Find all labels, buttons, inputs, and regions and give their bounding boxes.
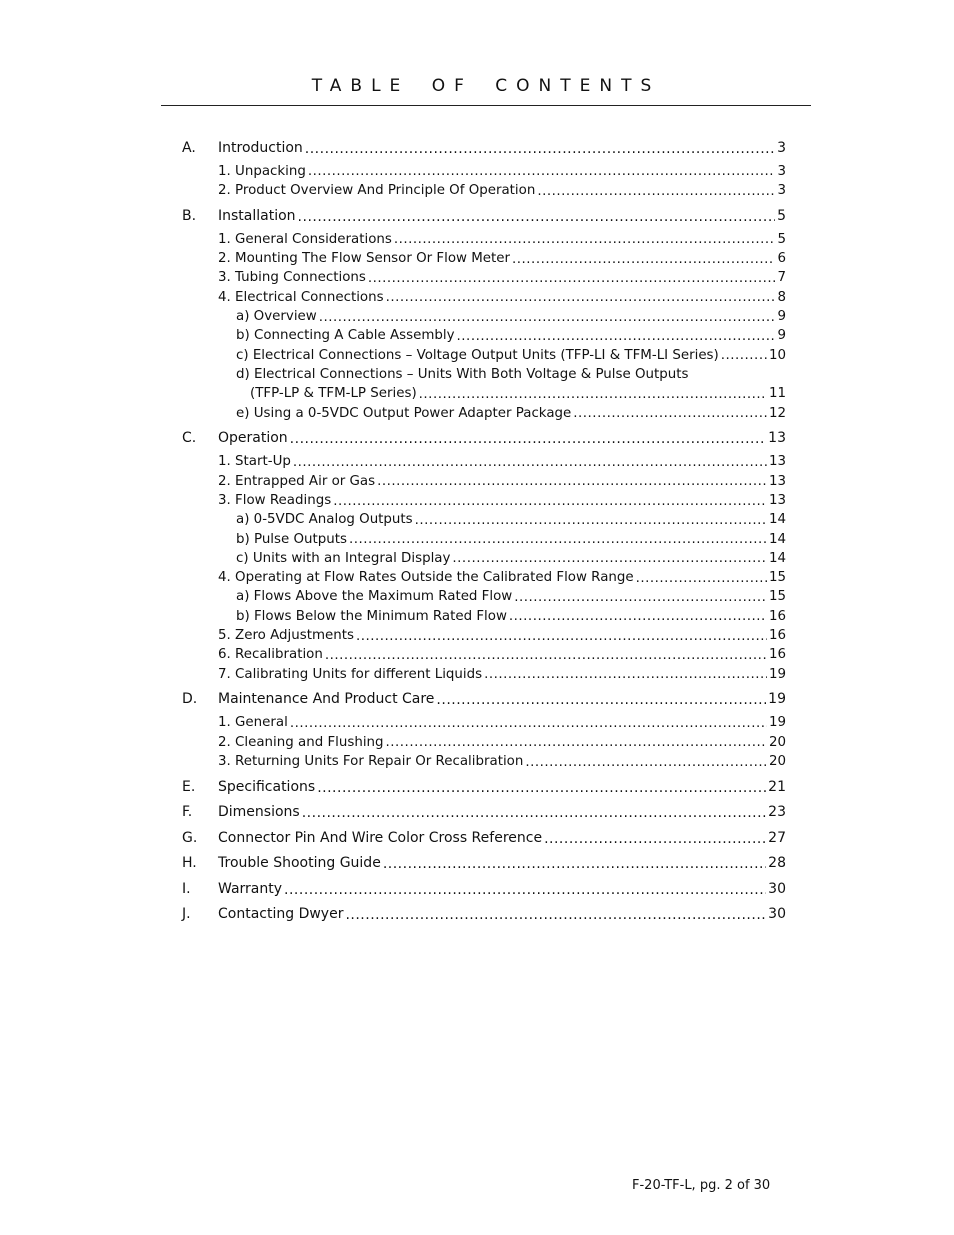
entry-label: e) Using a 0-5VDC Output Power Adapter Package — [236, 405, 572, 421]
entry-label: 2. Product Overview And Principle Of Operation — [218, 183, 536, 199]
section-letter: E. — [182, 778, 196, 795]
dot-leader — [368, 272, 776, 285]
entry-label: d) Electrical Connections – Units With Both Voltage & Pulse Outputs — [236, 366, 689, 382]
dot-leader — [452, 552, 767, 565]
page-number: 6 — [777, 251, 786, 267]
page-number: 19 — [768, 666, 786, 682]
dot-leader — [415, 514, 767, 527]
toc-section-entry[interactable] — [182, 824, 786, 846]
dot-leader — [512, 253, 775, 266]
entry-label: (TFP-LP & TFM-LP Series) — [250, 386, 417, 402]
page-number: 14 — [768, 512, 786, 528]
section-letter: J. — [182, 906, 191, 923]
page-number: 11 — [768, 386, 786, 402]
table-of-contents — [182, 130, 786, 922]
entry-label: Trouble Shooting Guide — [218, 855, 381, 872]
toc-subsection-entry[interactable] — [182, 247, 786, 266]
toc-subsection-entry[interactable] — [182, 566, 786, 585]
entry-label: Specifications — [218, 778, 316, 795]
dot-leader — [383, 857, 766, 871]
dot-leader — [721, 349, 767, 362]
entry-label: c) Units with an Integral Display — [236, 550, 451, 566]
entry-label: 7. Calibrating Units for different Liquids — [218, 666, 483, 682]
entry-label: Operation — [218, 430, 288, 447]
toc-section-entry[interactable] — [182, 202, 786, 224]
page-number: 9 — [777, 328, 786, 344]
toc-section-entry[interactable] — [182, 849, 786, 871]
page-number: 13 — [768, 454, 786, 470]
toc-subsection-entry[interactable] — [182, 266, 786, 285]
toc-subsection-entry[interactable] — [182, 305, 786, 324]
page-number: 21 — [768, 778, 786, 795]
dot-leader — [305, 142, 775, 156]
toc-subsection-entry[interactable] — [182, 285, 786, 304]
toc-subsection-entry[interactable] — [182, 363, 786, 382]
section-letter: B. — [182, 207, 197, 224]
page-number: 14 — [768, 531, 786, 547]
dot-leader — [345, 908, 766, 922]
entry-label: Introduction — [218, 139, 303, 156]
dot-leader — [349, 533, 767, 546]
entry-label: Warranty — [218, 880, 283, 897]
dot-leader — [377, 475, 767, 488]
dot-leader — [514, 591, 767, 604]
toc-section-entry[interactable] — [182, 900, 786, 922]
page-number: 3 — [777, 139, 786, 156]
dot-leader — [386, 736, 767, 749]
page-number: 19 — [768, 715, 786, 731]
toc-subsection-entry[interactable] — [182, 547, 786, 566]
entry-label: 5. Zero Adjustments — [218, 628, 354, 644]
page-footer: F-20-TF-L, pg. 2 of 30 — [632, 1178, 771, 1193]
entry-label: Installation — [218, 207, 296, 224]
entry-label: Connector Pin And Wire Color Cross Reference — [218, 829, 543, 846]
toc-subsection-entry[interactable] — [182, 585, 786, 604]
toc-subsection-entry[interactable] — [182, 604, 786, 623]
page-number: 5 — [777, 207, 786, 224]
page-number: 30 — [768, 906, 786, 923]
entry-label: 4. Operating at Flow Rates Outside the Calibrated Flow Range — [218, 570, 634, 586]
page-number: 15 — [768, 570, 786, 586]
dot-leader — [457, 330, 776, 343]
entry-label: 2. Mounting The Flow Sensor Or Flow Meter — [218, 251, 511, 267]
page-number: 7 — [777, 270, 786, 286]
section-letter: C. — [182, 430, 197, 447]
entry-label: 1. General — [218, 715, 288, 731]
page-number: 9 — [777, 309, 786, 325]
toc-section-entry[interactable] — [182, 773, 786, 795]
entry-label: a) Flows Above the Maximum Rated Flow — [236, 589, 513, 605]
entry-label: a) 0-5VDC Analog Outputs — [236, 512, 413, 528]
entry-label: b) Connecting A Cable Assembly — [236, 328, 455, 344]
entry-label: Dimensions — [218, 804, 300, 821]
dot-leader — [284, 883, 766, 897]
dot-leader — [302, 806, 766, 820]
dot-leader — [290, 432, 767, 446]
dot-leader — [317, 781, 766, 795]
page-number: 3 — [777, 183, 786, 199]
entry-label: 6. Recalibration — [218, 647, 323, 663]
toc-subsection-entry[interactable] — [182, 228, 786, 247]
dot-leader — [537, 185, 775, 198]
entry-label: 1. Unpacking — [218, 163, 306, 179]
entry-label: Contacting Dwyer — [218, 906, 344, 923]
page-number: 16 — [768, 647, 786, 663]
page-number: 10 — [768, 347, 786, 363]
page-number: 14 — [768, 550, 786, 566]
toc-section-entry[interactable] — [182, 424, 786, 446]
dot-leader — [484, 668, 767, 681]
page-number: 15 — [768, 589, 786, 605]
toc-subsection-entry[interactable] — [182, 662, 786, 681]
page-number: 8 — [777, 289, 786, 305]
page-number: 12 — [768, 405, 786, 421]
dot-leader — [333, 495, 767, 508]
page-title: TABLE OF CONTENTS — [311, 76, 661, 96]
page-number: 16 — [768, 628, 786, 644]
page-number: 27 — [768, 829, 786, 846]
toc-subsection-entry[interactable] — [182, 624, 786, 643]
toc-subsection-entry[interactable] — [182, 711, 786, 730]
dot-leader — [436, 693, 766, 707]
section-letter: I. — [182, 880, 191, 897]
dot-leader — [298, 210, 776, 224]
page-number: 16 — [768, 608, 786, 624]
dot-leader — [325, 649, 767, 662]
entry-label: b) Pulse Outputs — [236, 531, 347, 547]
dot-leader — [394, 233, 776, 246]
entry-label: 1. Start-Up — [218, 454, 291, 470]
toc-subsection-entry[interactable] — [182, 730, 786, 749]
page-number: 23 — [768, 804, 786, 821]
dot-leader — [290, 717, 767, 730]
entry-label: 3. Tubing Connections — [218, 270, 366, 286]
entry-label: 2. Entrapped Air or Gas — [218, 473, 376, 489]
page-number: 13 — [768, 430, 786, 447]
page-number: 5 — [777, 231, 786, 247]
dot-leader — [544, 832, 766, 846]
toc-subsection-entry[interactable] — [182, 469, 786, 488]
entry-label: Maintenance And Product Care — [218, 691, 435, 708]
toc-subsection-entry[interactable] — [182, 324, 786, 343]
toc-subsection-entry[interactable] — [182, 450, 786, 469]
entry-label: a) Overview — [236, 309, 317, 325]
toc-subsection-entry[interactable] — [182, 343, 786, 362]
entry-label: 4. Electrical Connections — [218, 289, 384, 305]
title-divider — [161, 105, 811, 106]
section-letter: G. — [182, 829, 198, 846]
toc-subsection-entry[interactable] — [182, 527, 786, 546]
toc-section-entry[interactable] — [182, 875, 786, 897]
section-letter: H. — [182, 855, 197, 872]
dot-leader — [525, 756, 767, 769]
toc-subsection-entry[interactable] — [182, 382, 786, 401]
dot-leader — [509, 610, 767, 623]
page-number: 28 — [768, 855, 786, 872]
dot-leader — [319, 311, 776, 324]
page-number: 13 — [768, 473, 786, 489]
entry-label: 2. Cleaning and Flushing — [218, 734, 384, 750]
toc-section-entry[interactable] — [182, 134, 786, 156]
toc-subsection-entry[interactable] — [182, 489, 786, 508]
page-number: 19 — [768, 691, 786, 708]
dot-leader — [356, 630, 767, 643]
section-letter: A. — [182, 139, 196, 156]
toc-subsection-entry[interactable] — [182, 508, 786, 527]
toc-section-entry[interactable] — [182, 685, 786, 707]
page-number: 20 — [768, 734, 786, 750]
section-letter: D. — [182, 691, 198, 708]
entry-label: 3. Flow Readings — [218, 492, 332, 508]
toc-subsection-entry[interactable] — [182, 179, 786, 198]
page-number: 3 — [777, 163, 786, 179]
dot-leader — [636, 572, 767, 585]
toc-section-entry[interactable] — [182, 798, 786, 820]
entry-label: c) Electrical Connections – Voltage Output Units (TFP-LI & TFM-LI Series) — [236, 347, 719, 363]
entry-label: b) Flows Below the Minimum Rated Flow — [236, 608, 507, 624]
toc-subsection-entry[interactable] — [182, 160, 786, 179]
page-number: 13 — [768, 492, 786, 508]
dot-leader — [293, 456, 767, 469]
dot-leader — [386, 291, 776, 304]
page-number: 20 — [768, 754, 786, 770]
page-number: 30 — [768, 880, 786, 897]
toc-subsection-entry[interactable] — [182, 643, 786, 662]
toc-subsection-entry[interactable] — [182, 401, 786, 420]
toc-subsection-entry[interactable] — [182, 750, 786, 769]
dot-leader — [573, 407, 767, 420]
dot-leader — [419, 388, 767, 401]
dot-leader — [308, 165, 776, 178]
entry-label: 1. General Considerations — [218, 231, 392, 247]
section-letter: F. — [182, 804, 193, 821]
entry-label: 3. Returning Units For Repair Or Recalibration — [218, 754, 524, 770]
